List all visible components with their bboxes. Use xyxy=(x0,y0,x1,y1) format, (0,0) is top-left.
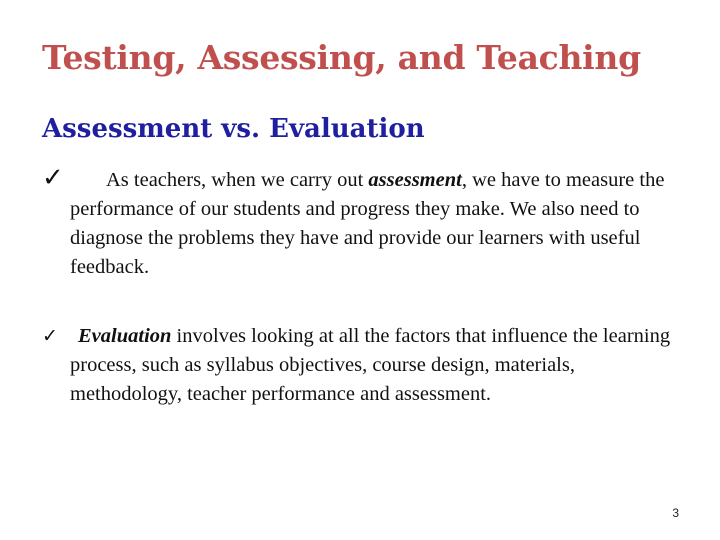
bullet-assessment xyxy=(42,163,692,282)
bullet-text-end: involves looking at all the factors that influence the learning process, such as syllabus objectives, course design, materials, methodology, teacher performance and assessment. xyxy=(70,325,671,405)
bullet-emphasis: assessment xyxy=(368,169,462,191)
checkmark-icon: ✓ xyxy=(42,325,58,347)
bullet-text-end: , we have to measure the performance of our students and progress they make. We also need to diagnose the problems they have and provide our learners with useful feedback. xyxy=(70,169,665,278)
page-number: 3 xyxy=(672,506,679,520)
bullet-text xyxy=(70,322,692,409)
checkmark-icon: ✓ xyxy=(42,163,64,193)
bullet-evaluation xyxy=(42,322,692,409)
slide-title: Testing, Assessing, and Teaching xyxy=(42,38,641,77)
slide-subtitle: Assessment vs. Evaluation xyxy=(42,114,425,144)
bullet-text-start: As teachers, when we carry out xyxy=(106,169,369,191)
bullet-emphasis: Evaluation xyxy=(78,325,172,347)
bullet-text xyxy=(70,166,692,282)
